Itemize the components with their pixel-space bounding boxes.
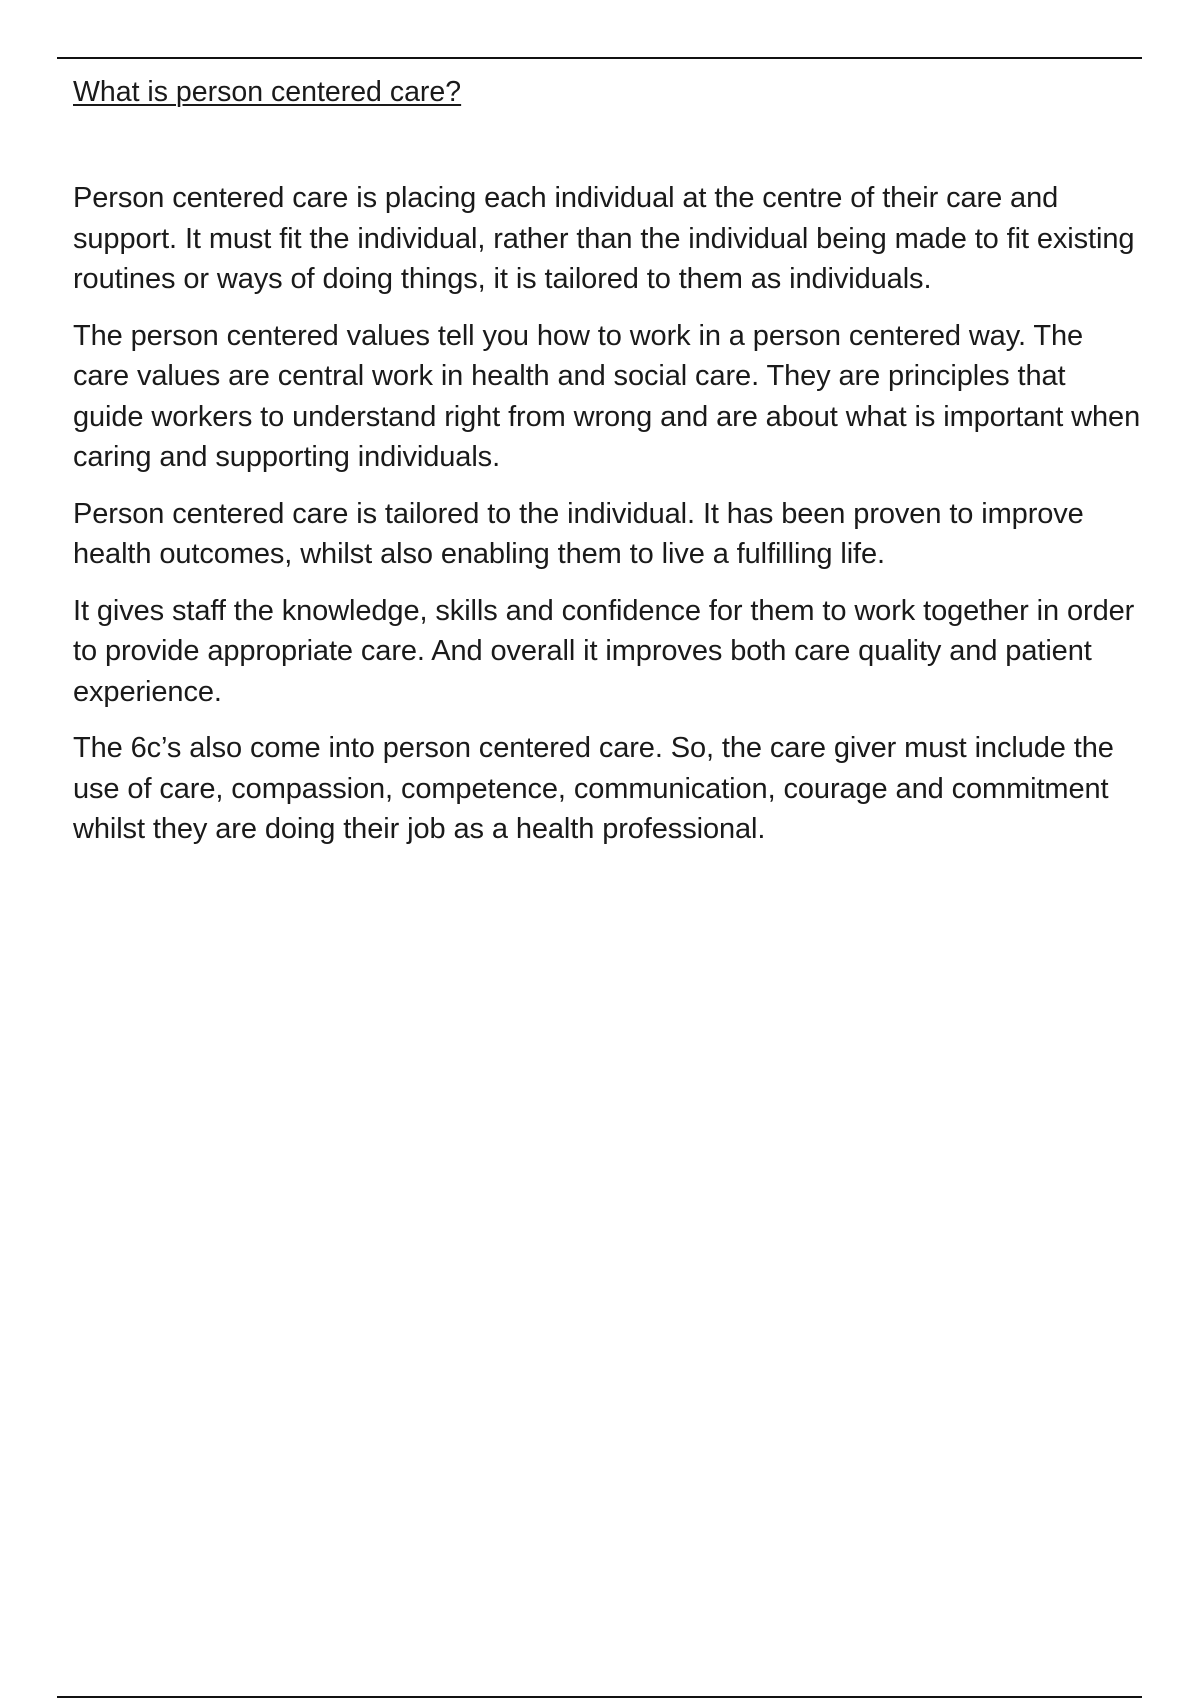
paragraph-2: The person centered values tell you how to work in a person centered way. The care values are central work in health and social care. They are principles that guide workers to understand right from wrong and are about what is important when caring and supporting individuals. — [73, 319, 1141, 473]
paragraph-3: Person centered care is tailored to the individual. It has been proven to improve health outcomes, whilst also enabling them to live a fulfilling life. — [73, 497, 1084, 570]
top-divider — [57, 57, 1142, 59]
document-body — [73, 72, 1143, 866]
bottom-divider — [57, 1696, 1142, 1698]
document-title: What is person centered care? — [73, 76, 462, 108]
paragraph-4: It gives staff the knowledge, skills and confidence for them to work together in order to provide appropriate care. And overall it improves both care quality and patient experience. — [73, 594, 1135, 708]
paragraph-1: Person centered care is placing each individual at the centre of their care and support. It must fit the individual, rather than the individual being made to fit existing routines or ways of doing things, it is tailored to them as individuals. — [73, 182, 1135, 295]
paragraph-5: The 6c’s also come into person centered care. So, the care giver must include the use of care, compassion, competence, communication, courage and commitment whilst they are doing their job as a health professional. — [73, 732, 1114, 845]
